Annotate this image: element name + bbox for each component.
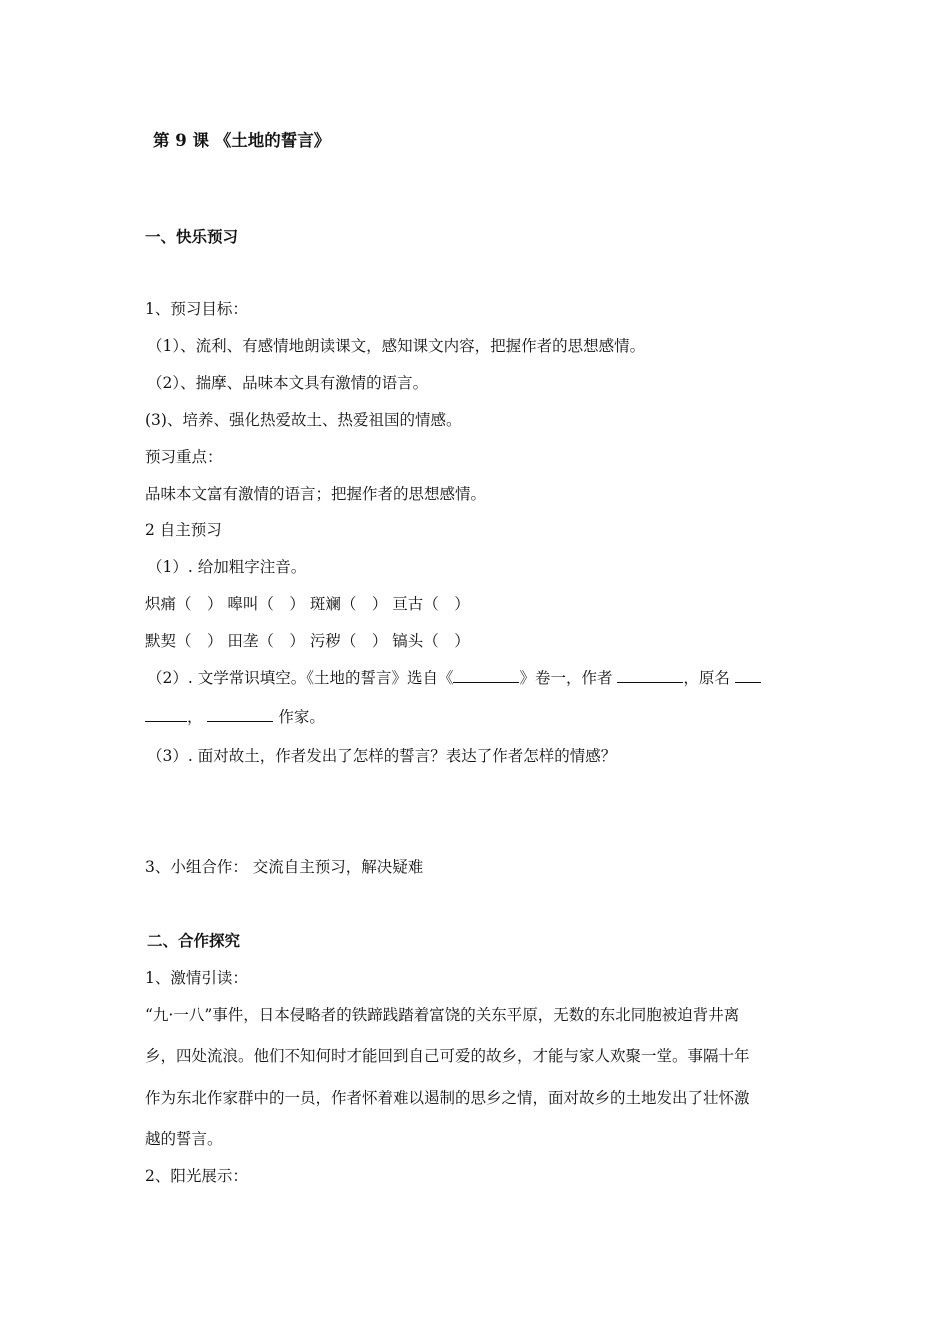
section-heading-preview: 一、快乐预习 [145, 227, 239, 246]
blank-original-name-b[interactable] [145, 707, 187, 722]
pinyin-row-1: 炽痛（ ） 嗥叫（ ） 斑斓（ ） 亘古（ ） [145, 595, 470, 613]
question-2-line-1 [147, 668, 761, 688]
question-2-text-a: （2）. 文学常识填空。《土地的誓言》选自《 [147, 669, 454, 687]
question-2-text-c: ，原名 [683, 669, 730, 687]
goal-3: (3)、培养、强化热爱故土、热爱祖国的情感。 [145, 411, 462, 429]
blank-book-title[interactable] [453, 668, 519, 683]
question-2-text-d: ， [187, 708, 203, 726]
goal-1: （1）、流利、有感情地朗读课文，感知课文内容，把握作者的思想感情。 [147, 337, 646, 355]
reading-paragraph-line-3: 作为东北作家群中的一员，作者怀着难以遏制的思乡之情，面对故乡的土地发出了壮怀激 [145, 1089, 750, 1107]
question-2-line-2 [145, 707, 325, 727]
reading-paragraph-line-4: 越的誓言。 [145, 1130, 223, 1148]
pinyin-row-2: 默契（ ） 田垄（ ） 污秽（ ） 镐头（ ） [145, 632, 470, 650]
blank-original-name-a[interactable] [735, 668, 761, 683]
reading-paragraph-line-1: “九·一八”事件，日本侵略者的铁蹄践踏着富饶的关东平原，无数的东北同胞被迫背井离 [145, 1006, 740, 1024]
lesson-title: 第 9 课 《土地的誓言》 [153, 131, 331, 150]
blank-author[interactable] [617, 668, 683, 683]
preview-goals-label: 1、预习目标： [145, 300, 248, 318]
section-heading-explore: 二、合作探究 [147, 931, 241, 950]
reading-paragraph-line-2: 乡，四处流浪。他们不知何时才能回到自己可爱的故乡，才能与家人欢聚一堂。事隔十年 [145, 1047, 750, 1065]
question-2-text-b: 》卷一，作者 [519, 669, 613, 687]
question-2-text-e: 作家。 [278, 708, 325, 726]
goal-2: （2）、揣摩、品味本文具有激情的语言。 [147, 374, 429, 392]
self-preview-label: 2 自主预习 [145, 521, 222, 539]
sunshine-display-label: 2、阳光展示： [145, 1167, 248, 1185]
blank-writer-type[interactable] [207, 707, 273, 722]
question-1: （1）. 给加粗字注音。 [147, 558, 307, 576]
question-3: （3）. 面对故土，作者发出了怎样的誓言？表达了作者怎样的情感？ [147, 747, 617, 765]
preview-focus-label: 预习重点： [145, 448, 223, 466]
group-cooperation: 3、小组合作： 交流自主预习，解决疑难 [145, 858, 424, 876]
passionate-reading-label: 1、激情引读： [145, 969, 248, 987]
preview-focus-text: 品味本文富有激情的语言；把握作者的思想感情。 [145, 485, 487, 503]
